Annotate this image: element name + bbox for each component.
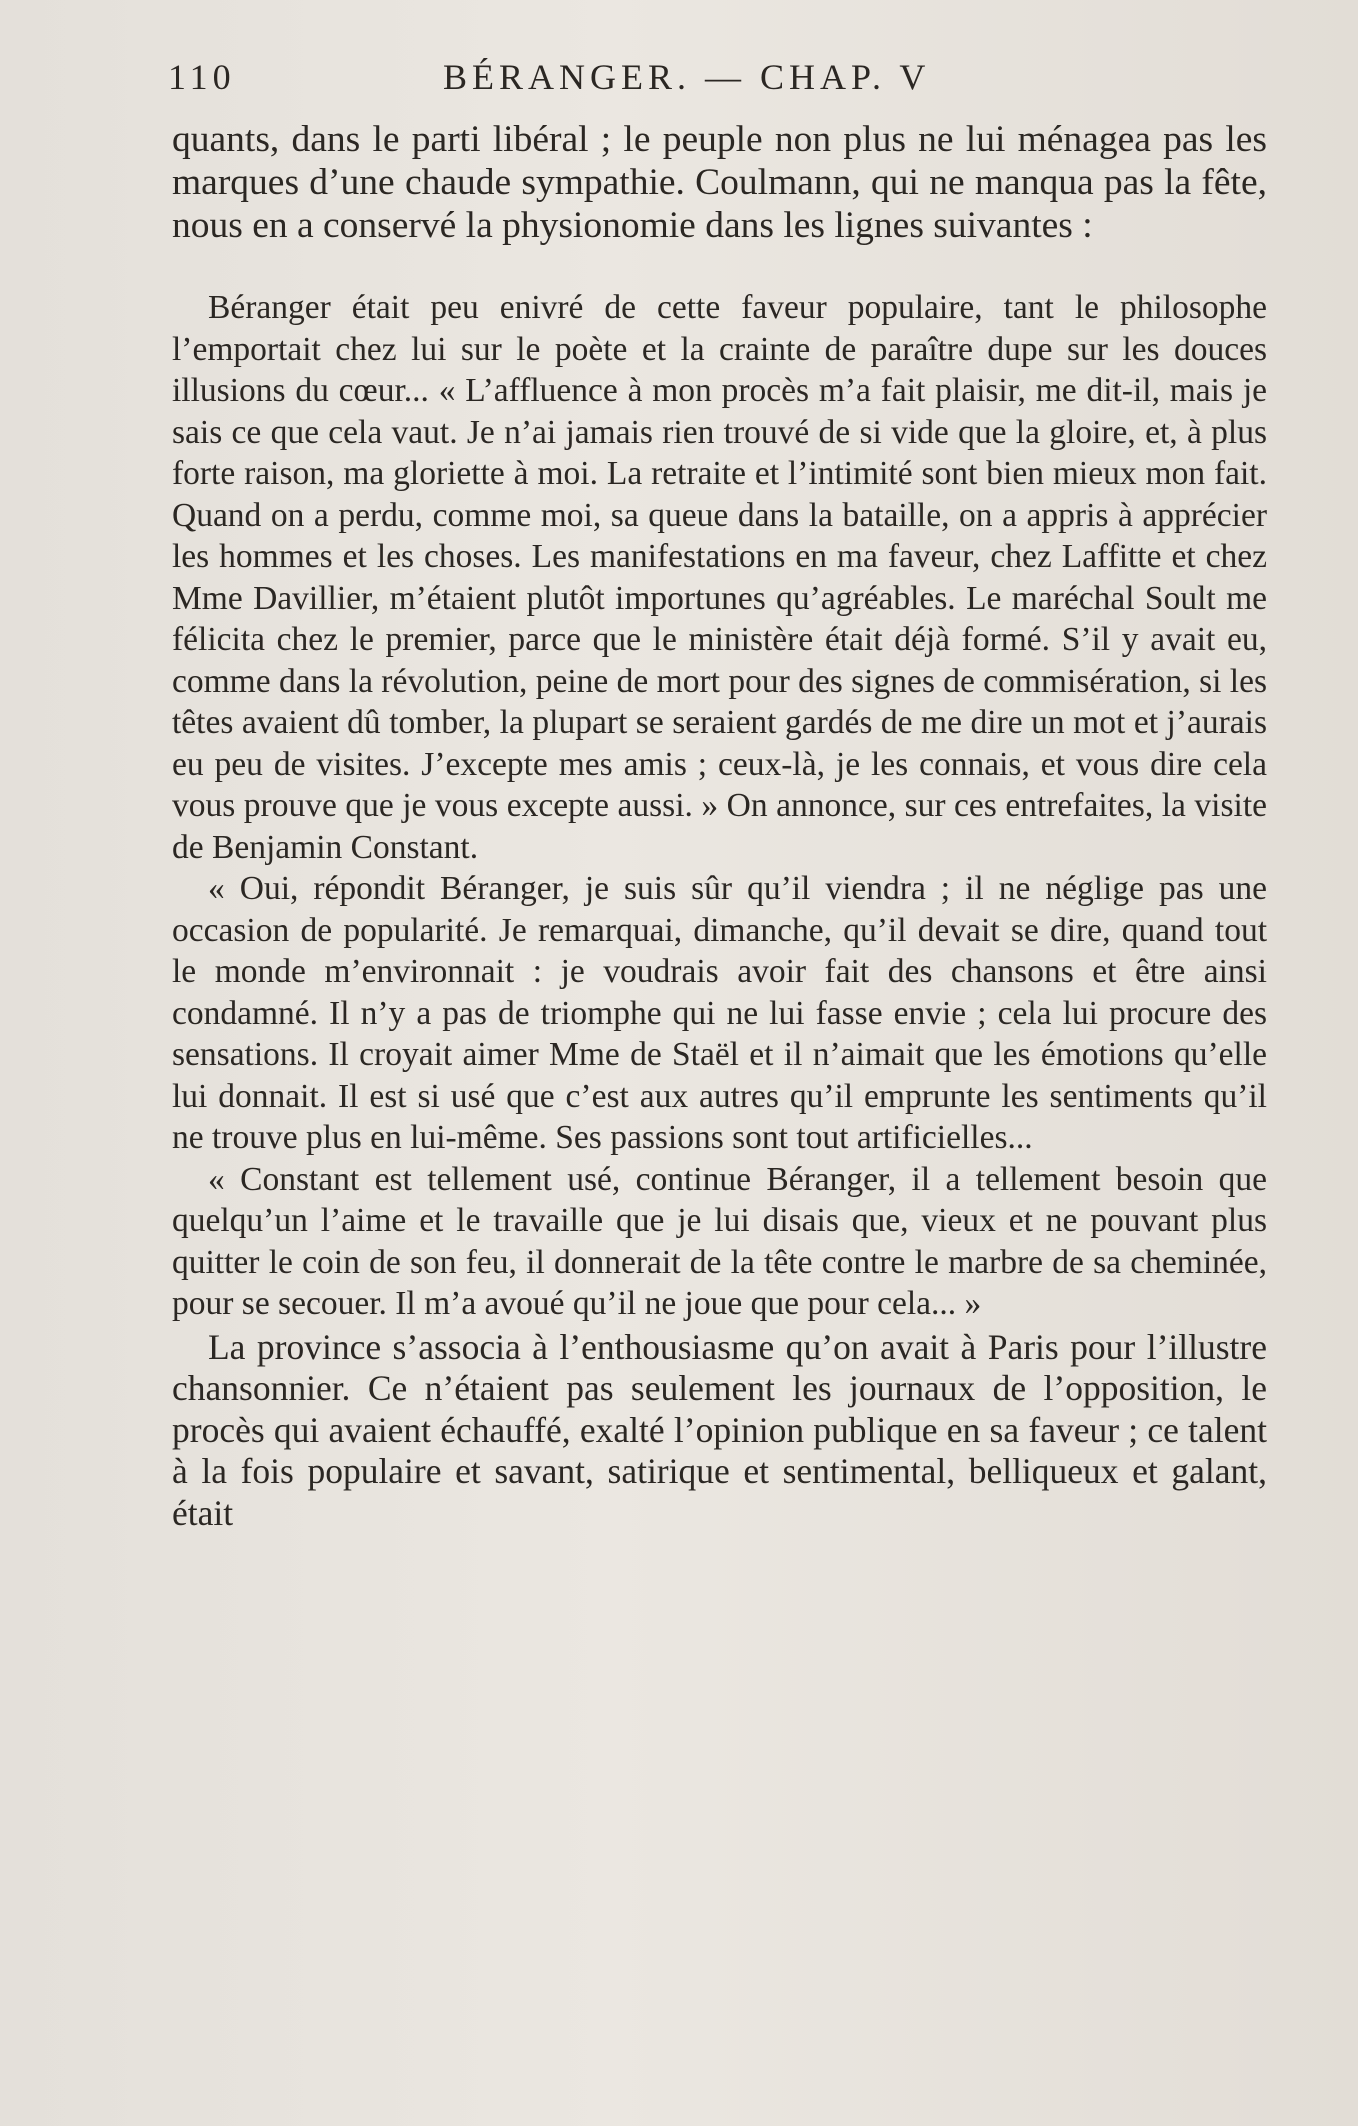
quote-paragraph-coulmann: Béranger était peu enivré de cette faveur populaire, tant le philosophe l’emportait chez lui sur le poète et la crainte de paraître dupe sur les douces illusions du cœur... « L’affluence à mon procès m’a fait plaisir, me dit-il, mais je sais ce que cela vaut. Je n’ai jamais rien trouvé de si vide que la gloire, et, à plus forte raison, ma gloriette à moi. La retraite et l’intimité sont bien mieux mon fait. Quand on a perdu, comme moi, sa queue dans la bataille, on a appris à apprécier les hommes et les choses. Les manifestations en ma faveur, chez Laffitte et chez Mme Davillier, m’étaient plutôt importunes qu’agréables. Le maréchal Soult me félicita chez le premier, parce que le ministère était déjà formé. S’il y avait eu, comme dans la révolution, peine de mort pour des signes de commisération, si les têtes avaient dû tomber, la plupart se seraient gardés de me dire un mot et j’aurais eu peu de visites. J’excepte mes amis ; ceux-là, je les connais, et vous dire cela vous prouve que je vous excepte aussi. » On annonce, sur ces entrefaites, la visite de Benjamin Constant.: [172, 289, 1268, 866]
quote-paragraph-constant-continued: « Constant est tellement usé, continue Béranger, il a tellement besoin que quelqu’un l’aime et le travaille que je lui disais que, vieux et ne pouvant plus quitter le coin de son feu, il donnerait de la tête contre le marbre de sa cheminée, pour se secouer. Il m’a avoué qu’il ne joue que pour cela... »: [172, 1160, 1267, 1322]
quote-paragraph-constant: « Oui, répondit Béranger, je suis sûr qu’il viendra ; il ne néglige pas une occasion de popularité. Je remarquai, dimanche, qu’il devait se dire, quand tout le monde m’environnait : je voudrais avoir fait des chansons et être ainsi condamné. Il n’y a pas de triomphe qui ne lui fasse envie ; cela lui procure des sensations. Il croyait aimer Mme de Staël et il n’aimait que les émotions qu’elle lui donnait. Il est si usé que c’est aux autres qu’il emprunte les sentiments qu’il ne trouve plus en lui-même. Ses passions sont tout artificielles...: [172, 870, 1267, 1156]
page-number: 110: [168, 57, 236, 97]
running-header: [168, 52, 1288, 102]
paragraph-province: La province s’associa à l’enthousiasme qu’on avait à Paris pour l’illustre chansonnier. Ce n’étaient pas seulement les journaux de l’opposition, le procès qui avaient échauffé, exalté l’opinion publique en sa faveur ; ce talent à la fois populaire et savant, satirique et sentimental, belliqueux et galant, était: [172, 1326, 1267, 1533]
running-title: BÉRANGER. — CHAP. V: [443, 57, 931, 97]
paragraph-intro: quants, dans le parti libéral ; le peuple non plus ne lui ménagea pas les marques d’une chaude sympathie. Coulmann, qui ne manqua pas la fête, nous en a conservé la physionomie dans les lignes suivantes :: [172, 119, 1267, 246]
page-body: [172, 118, 1267, 1534]
